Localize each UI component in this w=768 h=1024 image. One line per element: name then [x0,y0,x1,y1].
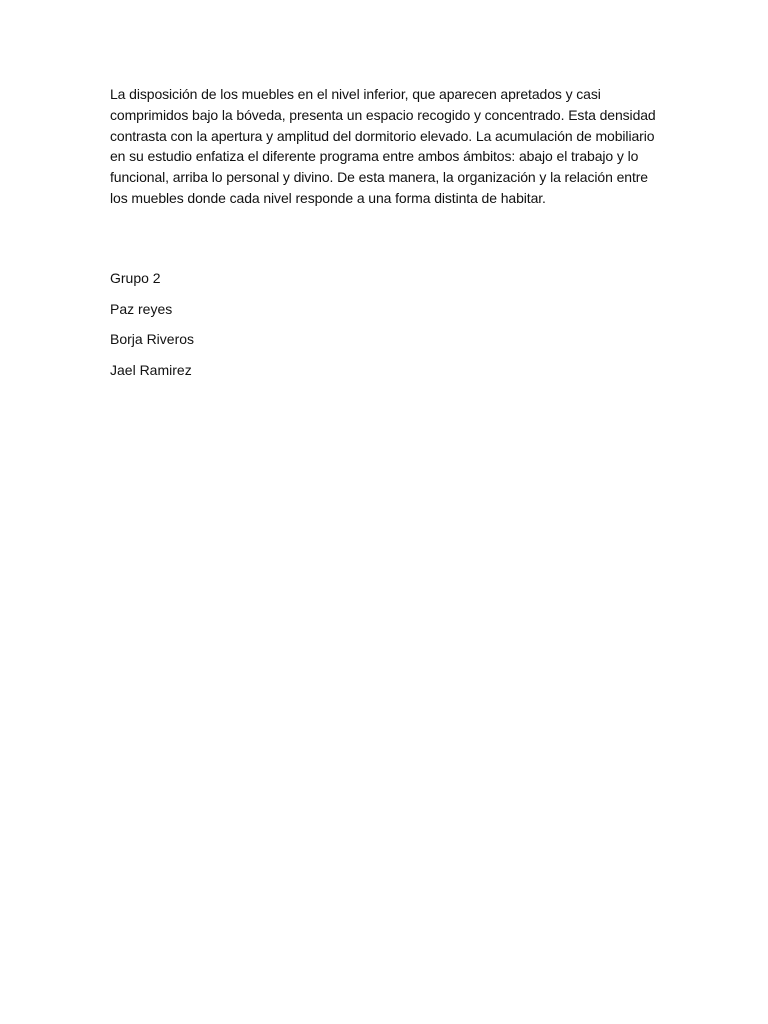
group-list [110,268,194,390]
group-member: Borja Riveros [110,331,195,347]
group-title: Grupo 2 [110,270,161,286]
group-member: Paz reyes [110,300,173,317]
group-member: Jael Ramirez [110,361,192,378]
body-paragraph: La disposición de los muebles en el nivel inferior, que aparecen apretados y casi comprimidos bajo la bóveda, presenta un espacio recogido y concentrado. Esta densidad contrasta con la apertura y amplitud del dormitorio elevado. La acumulación de mobiliario en su estudio enfatiza el diferente programa entre ambos ámbitos: abajo el trabajo y lo funcional, arriba lo personal y divino. De esta manera, la organización y la relación entre los muebles donde cada nivel responde a una forma distinta de habitar. [110,86,656,206]
